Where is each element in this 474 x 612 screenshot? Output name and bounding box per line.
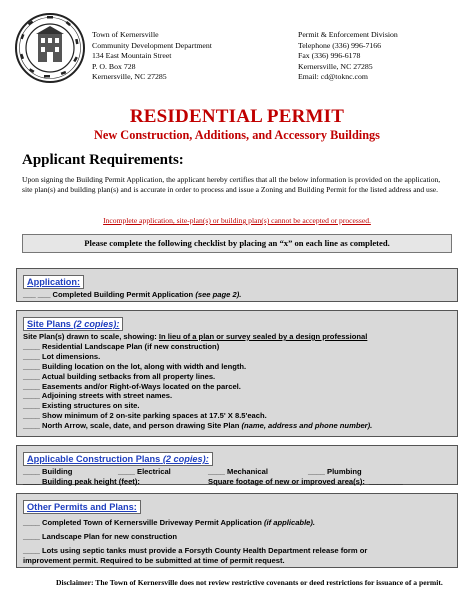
address-line: Kernersville, NC 27285 bbox=[92, 72, 167, 82]
contact-line: Permit & Enforcement Division bbox=[298, 30, 398, 39]
contact-line: Telephone (336) 996-7166 bbox=[298, 40, 382, 50]
checklist-line-note: (see page 2). bbox=[195, 290, 242, 299]
town-address-block bbox=[92, 30, 212, 83]
checklist-line-note: (name, address and phone number). bbox=[241, 421, 373, 431]
requirements-heading: Applicant Requirements: bbox=[22, 152, 184, 168]
checklist-line-text: ____ Completed Town of Kernersville Driveway Permit Application bbox=[23, 518, 262, 527]
checklist-mechanical[interactable]: ____ Mechanical bbox=[208, 467, 268, 476]
checklist-line[interactable]: ____ Show minimum of 2 on-site parking spaces at 17.5' X 8.5'each. bbox=[23, 411, 267, 421]
town-seal-icon bbox=[14, 12, 86, 84]
checklist-line[interactable] bbox=[23, 421, 451, 431]
incomplete-warning: Incomplete application, site-plan(s) or building plan(s) cannot be accepted or processed. bbox=[103, 216, 371, 225]
checklist-line-continued: improvement permit. Required to be submitted at time of permit request. bbox=[23, 555, 285, 565]
checklist-line[interactable]: ____ Residential Landscape Plan (if new construction) bbox=[23, 341, 220, 351]
document-subtitle: New Construction, Additions, and Accessory Buildings bbox=[94, 128, 380, 142]
checklist-line[interactable]: ____ Landscape Plan for new construction bbox=[23, 531, 178, 541]
address-line: P. O. Box 728 bbox=[92, 61, 136, 71]
checklist-building[interactable]: ____ Building bbox=[23, 467, 73, 476]
checklist-line-note: (if applicable). bbox=[263, 518, 316, 527]
construction-plans-section bbox=[16, 445, 458, 485]
other-permits-section-title: Other Permits and Plans: bbox=[23, 500, 141, 514]
document-title: RESIDENTIAL PERMIT bbox=[129, 106, 345, 127]
site-plans-title-text: Site Plans bbox=[27, 319, 71, 329]
checklist-instruction: Please complete the following checklist by placing an “x” on each line as completed. bbox=[22, 234, 452, 253]
construction-plans-section-title bbox=[23, 452, 213, 466]
construction-title-text: Applicable Construction Plans bbox=[27, 454, 161, 464]
disclaimer: Disclaimer: The Town of Kernersville does not review restrictive covenants or deed restrictions for issuance of a permit. bbox=[56, 578, 443, 587]
checklist-plumbing[interactable]: ____ Plumbing bbox=[308, 467, 362, 476]
site-plans-intro-text: Site Plan(s) drawn to scale, showing: bbox=[23, 332, 157, 341]
plan-type-row bbox=[23, 467, 451, 477]
building-size-row bbox=[23, 477, 451, 487]
address-line: Town of Kernersville bbox=[92, 30, 159, 39]
division-contact-block bbox=[298, 30, 398, 83]
address-line: Community Development Department bbox=[92, 40, 212, 50]
checklist-line[interactable]: ____ Building location on the lot, along with width and length. bbox=[23, 361, 247, 371]
checklist-peak-height[interactable]: ____ Building peak height (feet): bbox=[23, 476, 140, 486]
letterhead bbox=[0, 0, 474, 95]
square-footage-label: Square footage of new or improved area(s): bbox=[208, 476, 365, 486]
site-plans-intro-note: In lieu of a plan or survey sealed by a design professional bbox=[158, 332, 368, 341]
checklist-line[interactable]: ____ Lot dimensions. bbox=[23, 351, 101, 361]
checklist-line[interactable]: ____ Lots using septic tanks must provide a Forsyth County Health Department release form or bbox=[23, 545, 368, 555]
other-permits-section bbox=[16, 493, 458, 568]
checklist-line[interactable]: ____ Existing structures on site. bbox=[23, 401, 140, 411]
checklist-line[interactable]: ____ Easements and/or Right-of-Ways located on the parcel. bbox=[23, 381, 241, 391]
checklist-line[interactable]: ____ Actual building setbacks from all property lines. bbox=[23, 371, 216, 381]
square-footage-field[interactable]: ________ bbox=[368, 476, 403, 486]
checklist-electrical[interactable]: ____ Electrical bbox=[118, 467, 171, 476]
checklist-line[interactable] bbox=[23, 290, 451, 300]
site-plans-intro bbox=[23, 332, 451, 342]
contact-line: Fax (336) 996-6178 bbox=[298, 51, 361, 61]
application-section-title: Application: bbox=[23, 275, 84, 289]
address-line: 134 East Mountain Street bbox=[92, 51, 172, 61]
site-plans-section bbox=[16, 310, 458, 437]
checklist-line-text: ____ North Arrow, scale, date, and person drawing Site Plan bbox=[23, 421, 240, 431]
checklist-line[interactable] bbox=[23, 518, 451, 528]
checklist-line-text: ___ ___ Completed Building Permit Application bbox=[23, 290, 194, 299]
email-link[interactable]: Email: cd@toknc.com bbox=[298, 72, 368, 82]
application-section bbox=[16, 268, 458, 302]
contact-line: Kernersville, NC 27285 bbox=[298, 61, 373, 71]
site-plans-title-copies: (2 copies): bbox=[73, 319, 120, 329]
checklist-line[interactable]: ____ Adjoining streets with street names. bbox=[23, 391, 173, 401]
requirements-body: Upon signing the Building Permit Application, the applicant hereby certifies that all the below information is provided on the application, site plan(s) and building plan(s) and is accurate in order to process and issue a Zoning and Building Permit for the listed address and use. bbox=[22, 175, 441, 194]
site-plans-section-title bbox=[23, 317, 123, 331]
construction-title-copies: (2 copies): bbox=[162, 454, 209, 464]
